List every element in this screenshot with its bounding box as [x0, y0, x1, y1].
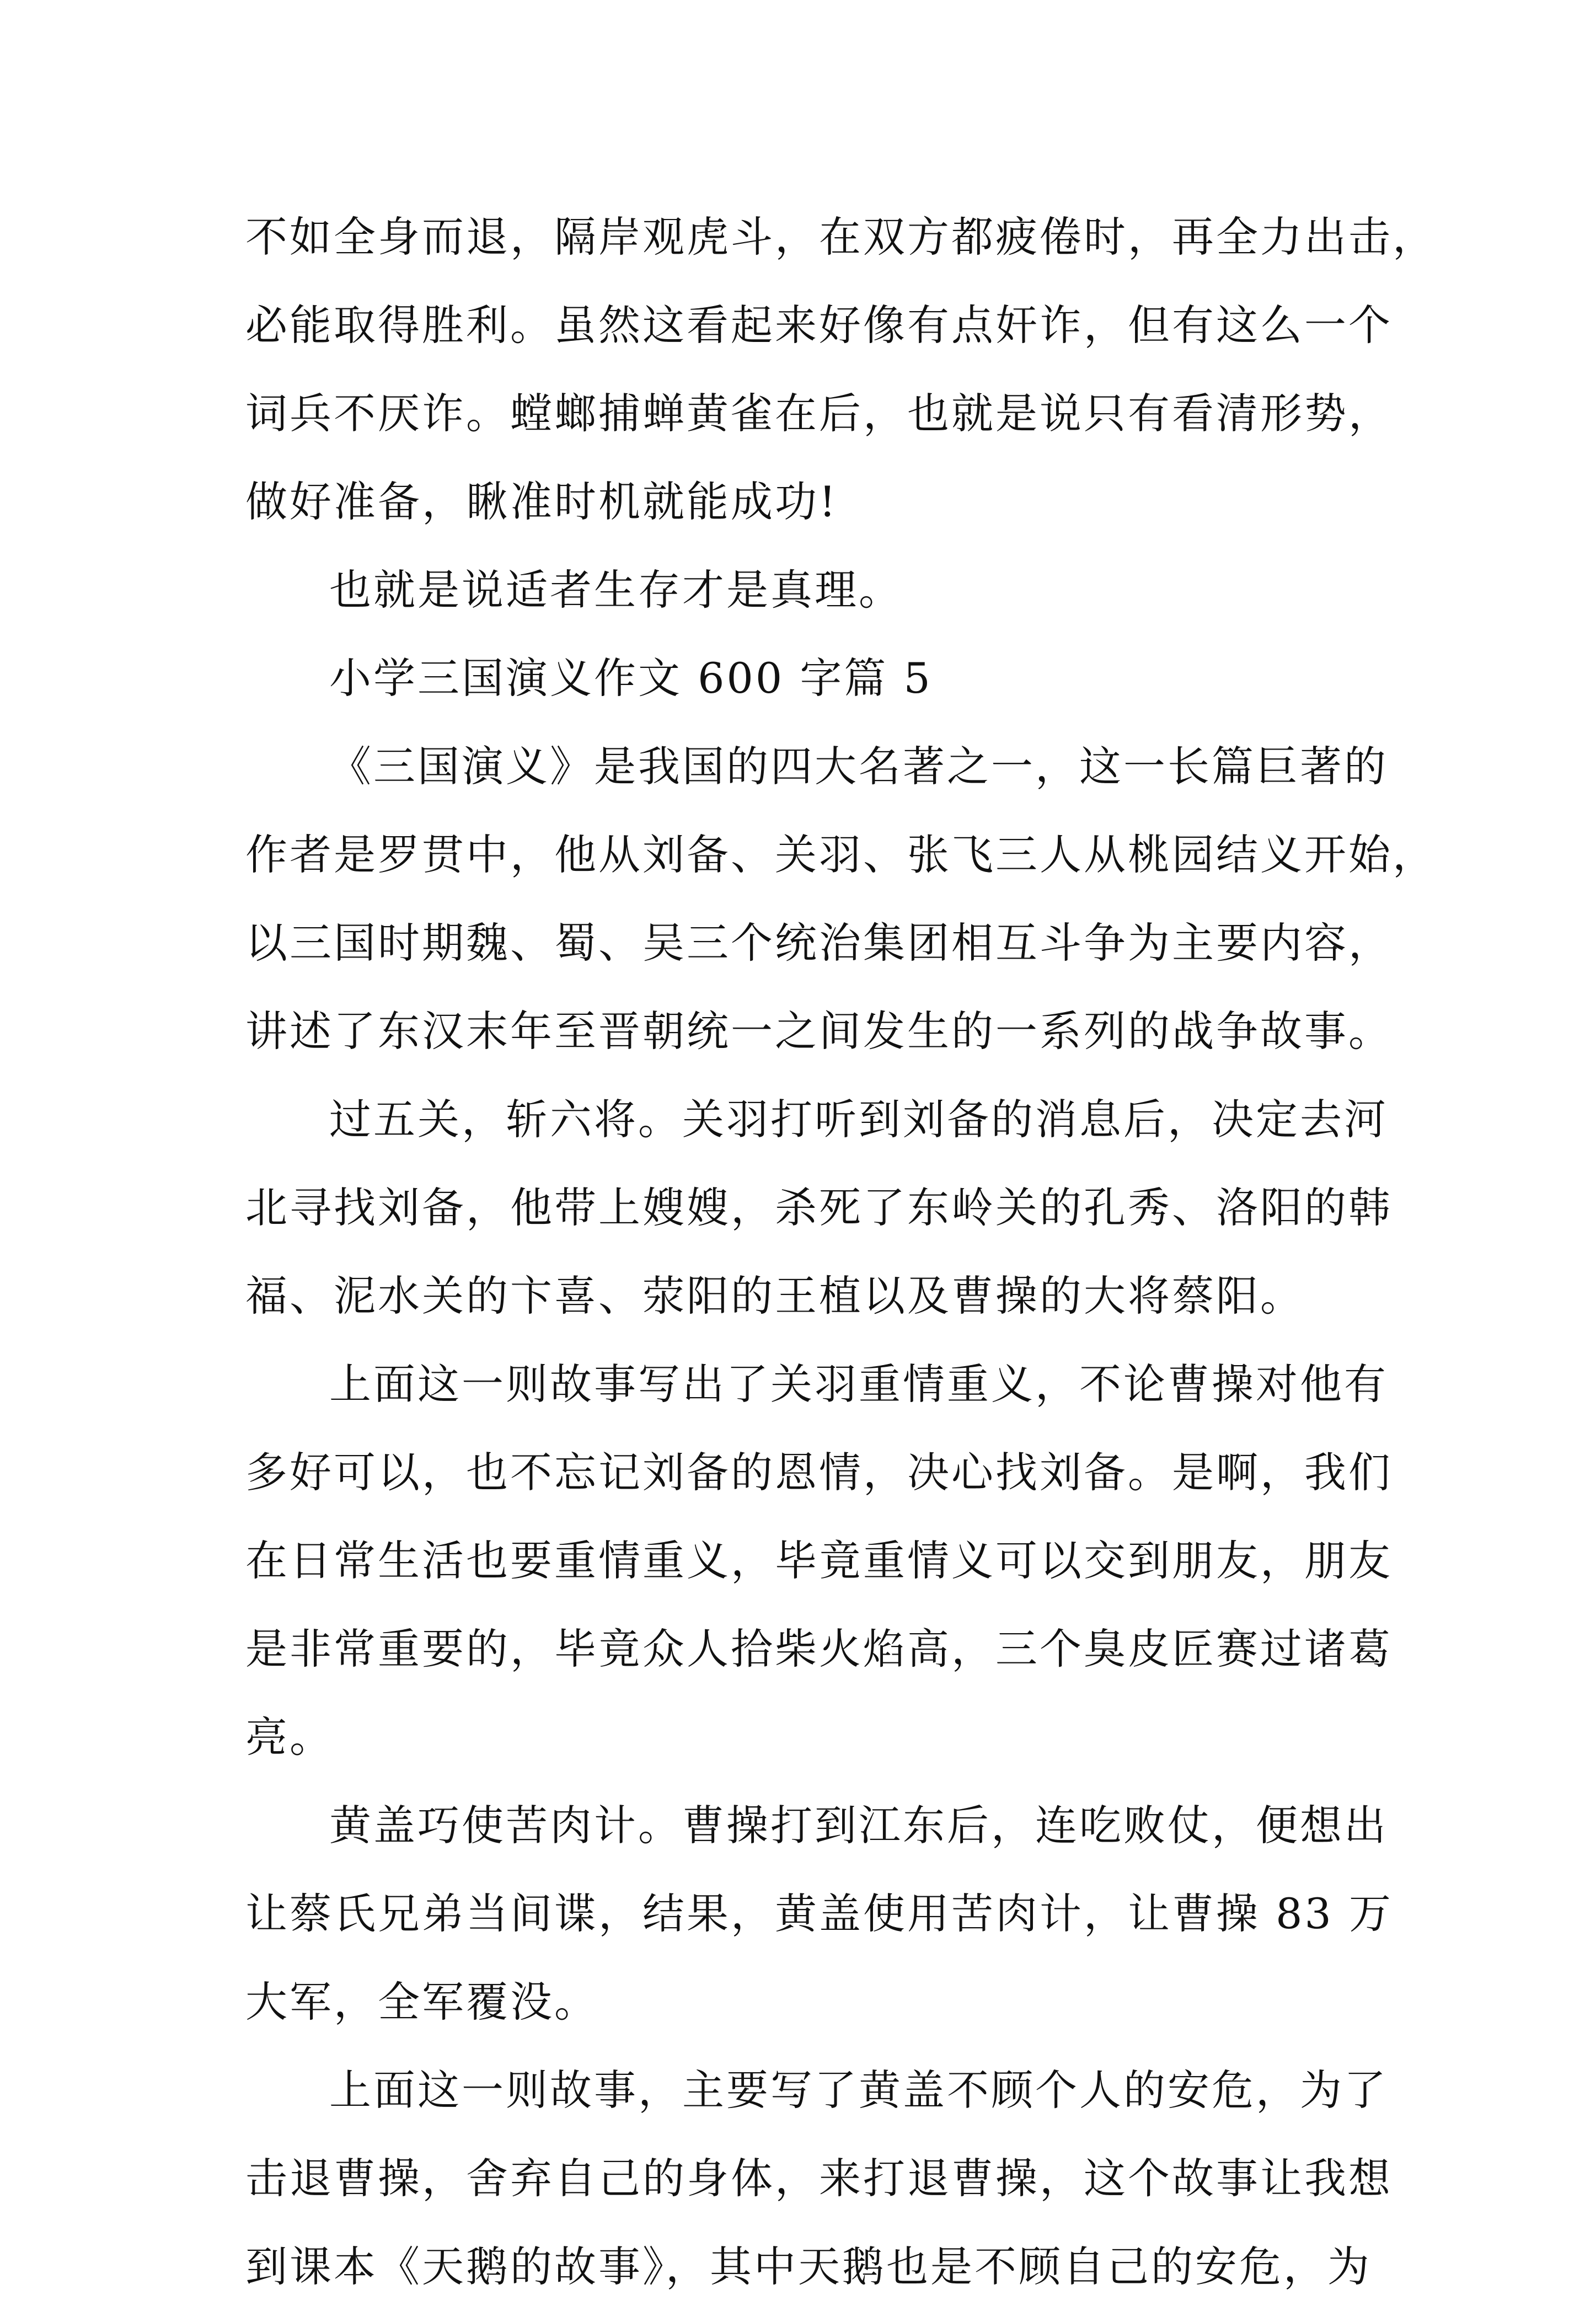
- section-heading: 小学三国演义作文 600 字篇 5: [329, 654, 933, 703]
- text-line: 上面这一则故事，主要写了黄盖不顾个人的安危，为了: [329, 2066, 1388, 2115]
- text-line: 到课本《天鹅的故事》，其中天鹅也是不顾自己的安危，为: [245, 2242, 1372, 2291]
- text-line: 福、泥水关的卞喜、荥阳的王植以及曹操的大将蔡阳。: [245, 1271, 1304, 1320]
- text-line: 让蔡氏兄弟当间谍，结果，黄盖使用苦肉计，让曹操 83 万: [245, 1889, 1394, 1938]
- text-line: 讲述了东汉末年至晋朝统一之间发生的一系列的战争故事。: [245, 1007, 1393, 1056]
- text-line: 击退曹操，舍弃自己的身体，来打退曹操，这个故事让我想: [245, 2154, 1393, 2203]
- text-line: 过五关，斩六将。关羽打听到刘备的消息后，决定去河: [329, 1095, 1388, 1144]
- text-line: 词兵不厌诈。螳螂捕蝉黄雀在后，也就是说只有看清形势，: [245, 389, 1393, 438]
- text-line: 黄盖巧使苦肉计。曹操打到江东后，连吃败仗，便想出: [329, 1801, 1388, 1850]
- text-line: 也就是说适者生存才是真理。: [329, 565, 903, 614]
- text-line: 《三国演义》是我国的四大名著之一，这一长篇巨著的: [329, 742, 1388, 791]
- text-line: 多好可以，也不忘记刘备的恩情，决心找刘备。是啊，我们: [245, 1448, 1393, 1497]
- text-line: 必能取得胜利。虽然这看起来好像有点奸诈，但有这么一个: [245, 301, 1393, 350]
- document-body: [245, 193, 1437, 2311]
- text-line: 北寻找刘备，他带上嫂嫂，杀死了东岭关的孔秀、洛阳的韩: [245, 1183, 1393, 1232]
- text-line: 做好准备，瞅准时机就能成功!: [245, 477, 838, 526]
- text-line: 不如全身而退，隔岸观虎斗，在双方都疲倦时，再全力出击，: [245, 212, 1437, 261]
- text-line: 亮。: [245, 1713, 334, 1762]
- text-line: 是非常重要的，毕竟众人拾柴火焰高，三个臭皮匠赛过诸葛: [245, 1624, 1393, 1673]
- text-line: 在日常生活也要重情重义，毕竟重情义可以交到朋友，朋友: [245, 1536, 1393, 1585]
- text-line: 以三国时期魏、蜀、吴三个统治集团相互斗争为主要内容，: [245, 918, 1393, 967]
- text-line: 大军，全军覆没。: [245, 1977, 598, 2026]
- text-line: 上面这一则故事写出了关羽重情重义，不论曹操对他有: [329, 1360, 1388, 1409]
- text-line: 作者是罗贯中，他从刘备、关羽、张飞三人从桃园结义开始，: [245, 830, 1437, 879]
